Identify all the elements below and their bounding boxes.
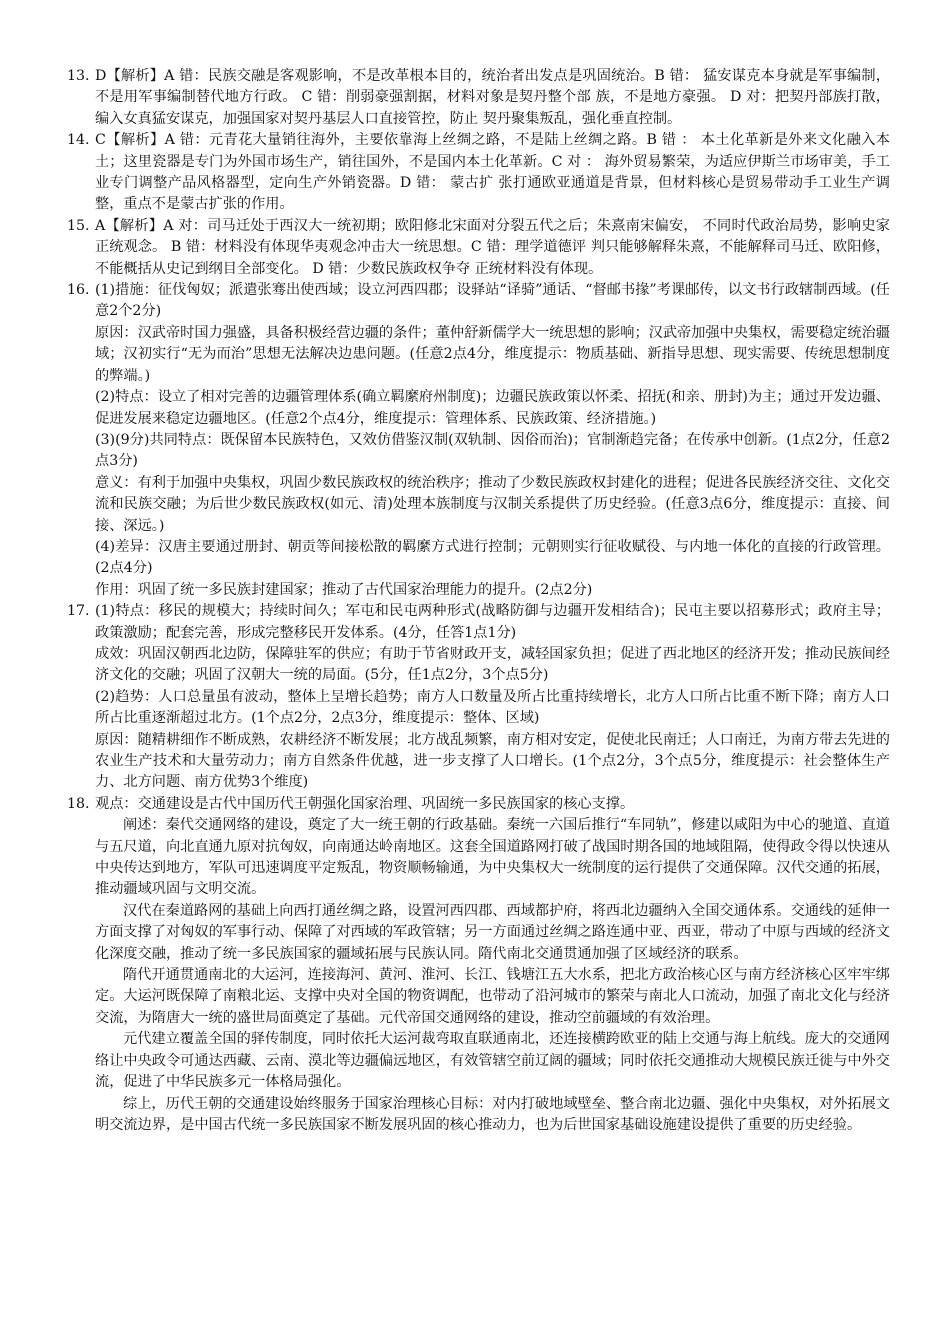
answer-item-13 bbox=[64, 66, 890, 130]
analysis-paragraph: C【解析】A 错：元青花大量销往海外，主要依靠海上丝绸之路，不是陆上丝绸之路。B 错 ： 本土化革新是外来文化融入本土；这里瓷器是专门为外国市场生产，销往国外，不是国内本土化革新。C 对 ： 海外贸易繁荣，为适应伊斯兰市场审美，手工业专门调整产品风格器型，定向生产外销瓷器。D 错： 蒙古扩 张打通欧亚通道是背景，但材料核心是贸易带动手工业生产调整，重点不是蒙古扩张的作用。 bbox=[95, 132, 890, 213]
answer-item-16 bbox=[64, 280, 890, 601]
item-number: 16. bbox=[67, 282, 90, 299]
analysis-paragraph: D【解析】A 错：民族交融是客观影响，不是改革根本目的，统治者出发点是巩固统治。B 错： 猛安谋克本身就是军事编制，不是用军事编制替代地方行政。 C 错：削弱豪强割据，材料对象是契丹整个部 族，不是地方豪强。 D 对：把契丹部族打散，编入女真猛安谋克，加强国家对契丹基层人口直接管控，防止 契丹聚集叛乱，强化垂直控制。 bbox=[95, 68, 890, 127]
answer-reasons: 原因：汉武帝时国力强盛，具备积极经营边疆的条件；董仲舒新儒学大一统思想的影响；汉武帝加强中央集权，需要稳定统治疆域；汉初实行“无为而治”思想无法解决边患问题。(任意2点4分，维度提示：物质基础、新指导思想、现实需要、传统思想制度的弊端。) bbox=[95, 324, 890, 384]
answer-measures: (1)措施：征伐匈奴；派遣张骞出使西域；设立河西四郡；设驿站“译骑”通话、“督邮书掾”考课邮传，以文书行政辖制西域。(任意2个2分) bbox=[95, 282, 890, 320]
answer-trends: (2)趋势：人口总量虽有波动，整体上呈增长趋势；南方人口数量及所占比重持续增长，北方人口所占比重不断下降；南方人口所占比重逐渐超过北方。(1个点2分，2点3分，维度提示：整体、区域) bbox=[95, 688, 890, 727]
item-number: 17. bbox=[67, 603, 90, 620]
answer-item-14 bbox=[64, 130, 890, 216]
item-number: 14. bbox=[67, 132, 90, 149]
answer-common-features: (3)(9分)共同特点：既保留本民族特色，又效仿借鉴汉制(双轨制、因俗而治)；官制渐趋完备；在传承中创新。(1点2分，任意2点3分) bbox=[95, 431, 890, 470]
answer-reasons: 原因：随精耕细作不断成熟，农耕经济不断发展；北方战乱频繁，南方相对安定，促使北民南迁；人口南迁，为南方带去先进的农业生产技术和大量劳动力；南方自然条件优越，进一步支撑了人口增长。(1个点2分，3个点5分，维度提示：社会整体生产力、北方问题、南方优势3个维度) bbox=[95, 731, 890, 791]
answer-differences: (4)差异：汉唐主要通过册封、朝贡等间接松散的羁縻方式进行控制；元朝则实行征收赋役、与内地一体化的直接的行政管理。(2点4分) bbox=[95, 538, 890, 577]
essay-paragraph-yuan: 元代建立覆盖全国的驿传制度，同时依托大运河裁弯取直联通南北，还连接横跨欧亚的陆上交通与海上航线。庞大的交通网络让中央政令可通达西藏、云南、漠北等边疆偏远地区，有效管辖空前辽阔的疆域；同时依托交通推动大规模民族迁徙与中外交流，促进了中华民族多元一体格局强化。 bbox=[95, 1031, 890, 1091]
answer-item-17 bbox=[64, 601, 890, 794]
essay-thesis: 观点：交通建设是古代中国历代王朝强化国家治理、巩固统一多民族国家的核心支撑。 bbox=[95, 795, 635, 812]
answer-item-15 bbox=[64, 216, 890, 280]
essay-paragraph-qin: 阐述：秦代交通网络的建设，奠定了大一统王朝的行政基础。秦统一六国后推行“车同轨”，修建以咸阳为中心的驰道、直道与五尺道，向北直通九原对抗匈奴，向南通达岭南地区。这套全国道路网打破了战国时期各国的地域阻隔，使得政令得以快速从中央传达到地方，军队可迅速调度平定叛乱，物资顺畅输通，为中央集权大一统制度的运行提供了交通保障。汉代交通的拓展，推动疆域巩固与文明交流。 bbox=[95, 817, 890, 898]
answer-results: 成效：巩固汉朝西北边防，保障驻军的供应；有助于节省财政开支，减轻国家负担；促进了西北地区的经济开发；推动民族间经济文化的交融；巩固了汉朝大一统的局面。(5分，任1点2分，3个点5分) bbox=[95, 645, 890, 684]
essay-paragraph-sui: 隋代开通贯通南北的大运河，连接海河、黄河、淮河、长江、钱塘江五大水系，把北方政治核心区与南方经济核心区牢牢绑定。大运河既保障了南粮北运、支撑中央对全国的物资调配，也带动了沿河城市的繁荣与南北人口流动，加强了南北文化与经济交流，为隋唐大一统的盛世局面奠定了基础。元代帝国交通网络的建设，推动空前疆域的有效治理。 bbox=[95, 967, 890, 1026]
answer-significance: 意义：有利于加强中央集权，巩固少数民族政权的统治秩序；推动了少数民族政权封建化的进程；促进各民族经济交往、文化交流和民族交融；为后世少数民族政权(如元、清)处理本族制度与汉制关系提供了历史经验。(任意3点6分，维度提示：直接、间接、深远。) bbox=[95, 474, 890, 534]
item-number: 13. bbox=[67, 68, 90, 84]
item-number: 15. bbox=[67, 217, 90, 234]
answer-features: (2)特点：设立了相对完善的边疆管理体系(确立羁縻府州制度)；边疆民族政策以怀柔、招抚(和亲、册封)为主；通过开发边疆、促进发展来稳定边疆地区。(任意2个点4分，维度提示：管理体系、民族政策、经济措施。) bbox=[95, 389, 890, 427]
answer-effects: 作用：巩固了统一多民族封建国家；推动了古代国家治理能力的提升。(2点2分) bbox=[95, 581, 593, 598]
answer-features: (1)特点：移民的规模大；持续时间久；军屯和民屯两种形式(战略防御与边疆开发相结合)；民屯主要以招募形式；政府主导；政策激励；配套完善，形成完整移民开发体系。(4分，任答1点1分) bbox=[95, 603, 890, 641]
essay-conclusion: 综上，历代王朝的交通建设始终服务于国家治理核心目标：对内打破地域壁垒、整合南北边疆、强化中央集权，对外拓展文明交流边界，是中国古代统一多民族国家不断发展巩固的核心推动力，也为后世国家基础设施建设提供了重要的历史经验。 bbox=[95, 1095, 890, 1133]
item-number: 18. bbox=[67, 795, 90, 812]
essay-paragraph-han: 汉代在秦道路网的基础上向西打通丝绸之路，设置河西四郡、西域都护府，将西北边疆纳入全国交通体系。交通线的延伸一方面支撑了对匈奴的军事行动、保障了对西域的军政管辖；另一方面通过丝绸之路连通中亚、西亚，带动了中原与西域的经济文化深度交融，推动了统一多民族国家的疆域拓展与民族认同。隋代南北交通贯通加强了区域经济的联系。 bbox=[95, 902, 890, 962]
analysis-paragraph: A【解析】A 对：司马迁处于西汉大一统初期；欧阳修北宋面对分裂五代之后；朱熹南宋偏安， 不同时代政治局势，影响史家正统观念。 B 错：材料没有体现华夷观念冲击大一统思想。C 错：理学道德评 判只能够解释朱熹，不能解释司马迁、欧阳修，不能概括从史记到纲目全部变化。 D 错：少数民族政权争夺 正统材料没有体现。 bbox=[95, 217, 890, 277]
answer-item-18 bbox=[64, 794, 890, 1137]
